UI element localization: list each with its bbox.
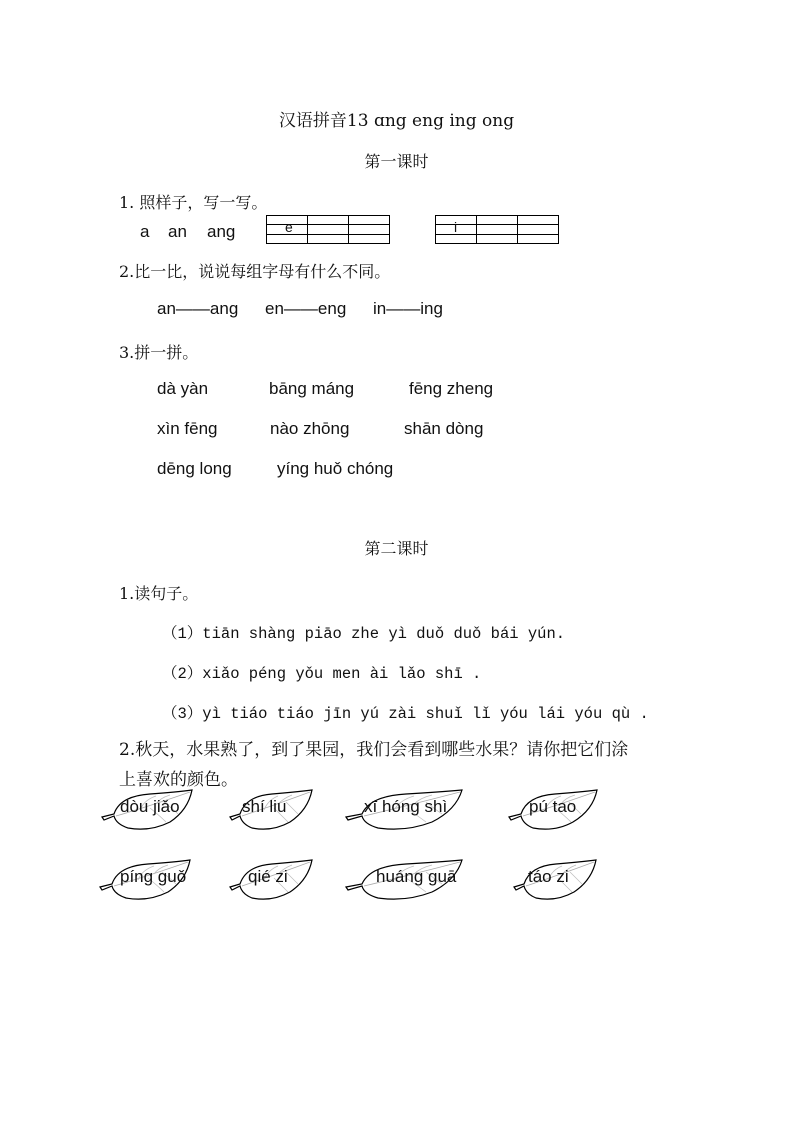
leaf-xi-hong-shi[interactable]	[344, 786, 466, 836]
leaf-ping-guo[interactable]	[98, 856, 198, 906]
leaf-label: táo zi	[528, 867, 569, 886]
leaf-qie-zi[interactable]	[228, 856, 316, 906]
reading-instruction: 1.读句子。	[119, 584, 199, 603]
leaf-label: qié zi	[248, 867, 288, 886]
q1-instruction: 1. 照样子，写一写。	[119, 193, 268, 212]
compare-pair-en-eng: en——eng	[265, 299, 347, 318]
leaf-label: xī hóng shì	[364, 797, 448, 816]
leaf-tao-zi[interactable]	[512, 856, 600, 906]
pinyin-word: dēng long	[157, 459, 232, 478]
pinyin-word: xìn fēng	[157, 419, 218, 438]
compare-pair-in-ing: in——ing	[373, 299, 443, 318]
leaf-pu-tao[interactable]	[507, 786, 601, 836]
leaf-label: píng guǒ	[120, 867, 187, 886]
lesson2-heading: 第二课时	[364, 539, 429, 558]
grid-letter-e: e	[285, 219, 293, 235]
fruit-instruction-line1: 2.秋天，水果熟了，到了果园，我们会看到哪些水果？请你把它们涂	[119, 740, 629, 760]
four-line-grid-e[interactable]	[266, 215, 390, 243]
pinyin-word: bāng máng	[269, 379, 355, 398]
leaf-label: huáng guā	[376, 867, 457, 886]
lesson1-heading: 第一课时	[364, 152, 429, 171]
sentence-3: （3）yì tiáo tiáo jīn yú zài shuǐ lǐ yóu lái yóu qù .	[162, 705, 649, 723]
four-line-grid-i[interactable]	[435, 215, 559, 243]
sentence-1: （1）tiān shàng piāo zhe yì duǒ duǒ bái yún.	[162, 625, 566, 643]
leaf-huang-gua[interactable]	[344, 856, 466, 906]
leaf-shi-liu[interactable]	[228, 786, 316, 836]
pinyin-word: yíng huǒ chóng	[277, 459, 394, 478]
page-title: 汉语拼音13 ɑng eng ing ong	[278, 111, 515, 131]
sentence-2: （2）xiǎo péng yǒu men ài lǎo shī .	[162, 665, 482, 683]
pinyin-word: shān dòng	[404, 419, 484, 438]
leaf-dou-jiao[interactable]	[100, 786, 200, 836]
q2-instruction: 2.比一比，说说每组字母有什么不同。	[119, 262, 391, 281]
grid-letter-i: i	[454, 219, 458, 235]
compare-pair-an-ang: an——ang	[157, 299, 239, 318]
pinyin-word: fēng zheng	[409, 379, 494, 398]
q3-instruction: 3.拼一拼。	[119, 343, 199, 362]
leaf-label: dòu jiǎo	[120, 797, 180, 816]
example-an: an	[168, 222, 187, 241]
leaf-label: shí liu	[242, 797, 287, 816]
leaf-label: pú tao	[529, 797, 577, 816]
pinyin-word: nào zhōng	[270, 419, 350, 438]
pinyin-word: dà yàn	[157, 379, 209, 398]
example-ang: ang	[207, 222, 236, 241]
example-a: a	[140, 222, 150, 241]
fruit-instruction-line2: 上喜欢的颜色。	[119, 770, 238, 790]
